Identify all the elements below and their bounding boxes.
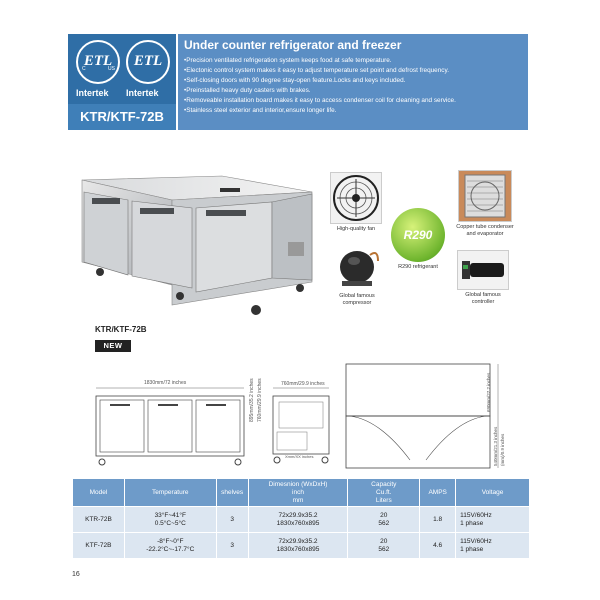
side-view-drawing — [249, 378, 337, 470]
refrigerator-illustration — [72, 170, 322, 320]
feature-item: • Removeable installation board makes it easy to access condenser coil for cleaning and service. — [184, 96, 530, 106]
cell-amps: 1.8 — [420, 507, 456, 533]
product-model-label: KTR/KTF-72B — [95, 325, 147, 334]
cell-voltage: 115V/60Hz 1 phase — [456, 507, 530, 533]
product-photo — [72, 170, 322, 320]
compressor-caption-1: Global famous — [339, 293, 375, 299]
controller-component — [452, 250, 514, 306]
col-temperature: Temperature — [124, 479, 216, 507]
fan-icon — [330, 172, 382, 224]
fan-caption: High-quality fan — [336, 226, 376, 232]
feature-item: • Preinstalled heavy duty casters with brakes. — [184, 86, 530, 96]
controller-caption-1: Global famous — [465, 292, 501, 298]
door-width-dimension-2: (mm)/0.9 inches — [500, 433, 505, 466]
col-voltage: Voltage — [456, 479, 530, 507]
header — [68, 34, 528, 124]
feature-item: • Precision ventilated refrigeration system keeps food at safe temperature. — [184, 56, 530, 66]
cell-capacity: 20 562 — [348, 507, 420, 533]
intertek-label-2: Intertek — [126, 88, 159, 98]
cell-amps: 4.6 — [420, 533, 456, 559]
condenser-icon — [458, 170, 512, 222]
etl-listed-logo: C ETL US — [76, 40, 120, 84]
compressor-icon — [332, 245, 382, 291]
door-height-dimension: 690mm/27.2 inches — [486, 372, 491, 412]
small-dimension: Xmm/XX inches — [285, 454, 314, 459]
intertek-label: Intertek — [76, 88, 109, 98]
col-amps: AMPS — [420, 479, 456, 507]
height-dimension: 895mm/35.2 inches — [249, 378, 255, 422]
condenser-caption-2: and evaporator — [466, 231, 504, 237]
top-view-drawing — [340, 360, 510, 470]
cell-shelves: 3 — [216, 507, 248, 533]
controller-icon — [457, 250, 509, 290]
door-width-dimension: 540mm/21.3 inches — [493, 426, 498, 466]
cell-temperature: 33°F~41°F 0.5°C~5°C — [124, 507, 216, 533]
cell-shelves: 3 — [216, 533, 248, 559]
r290-caption: R290 refrigerant — [398, 264, 438, 270]
r290-badge-icon: R290 — [391, 208, 445, 262]
fan-component — [328, 172, 384, 233]
front-view-drawing — [92, 378, 250, 470]
new-badge: NEW — [95, 340, 131, 352]
cell-temperature: -8°F~0°F -22.2°C~-17.7°C — [124, 533, 216, 559]
cell-model: KTR-72B — [73, 507, 125, 533]
feature-list — [184, 56, 530, 116]
cell-capacity: 20 562 — [348, 533, 420, 559]
condenser-component — [452, 170, 518, 238]
compressor-component — [328, 245, 386, 307]
col-capacity: Capacity Cu.ft. Liters — [348, 479, 420, 507]
height-dimension-2: 760mm/29.9 inches — [257, 378, 263, 422]
cell-dimension: 72x29.9x35.2 1830x760x895 — [248, 507, 348, 533]
col-model: Model — [73, 479, 125, 507]
feature-block — [178, 34, 528, 130]
cell-voltage: 115V/60Hz 1 phase — [456, 533, 530, 559]
r290-component — [389, 208, 447, 271]
col-shelves: shelves — [216, 479, 248, 507]
cell-model: KTF-72B — [73, 533, 125, 559]
feature-title: Under counter refrigerator and freezer — [184, 38, 402, 52]
feature-item: • Stainless steel exterior and interior,ensure longer life. — [184, 106, 530, 116]
col-dimension: Dimesnion (WxDxH) inch mm — [248, 479, 348, 507]
depth-dimension: 760mm/29.9 inches — [281, 381, 325, 387]
cell-dimension: 72x29.9x35.2 1830x760x895 — [248, 533, 348, 559]
compressor-caption-2: compressor — [342, 300, 372, 306]
table-row — [73, 507, 530, 533]
specs-table — [72, 478, 530, 559]
etl-sanitation-logo: ETL — [126, 40, 170, 84]
table-header-row — [73, 479, 530, 507]
controller-caption-2: controller — [471, 299, 495, 305]
feature-item: • Electonic control system makes it easy to adjust temperature set point and defrost frequency. — [184, 66, 530, 76]
table-row — [73, 533, 530, 559]
model-title: KTR/KTF-72B — [80, 109, 164, 124]
page-number: 16 — [72, 571, 80, 578]
model-bar — [68, 104, 176, 130]
width-dimension: 1830mm/72 inches — [144, 380, 187, 386]
feature-item: • Self-closing doors with 90 degree stay-open feature.Locks and keys included. — [184, 76, 530, 86]
condenser-caption-1: Copper tube condenser — [456, 224, 514, 230]
